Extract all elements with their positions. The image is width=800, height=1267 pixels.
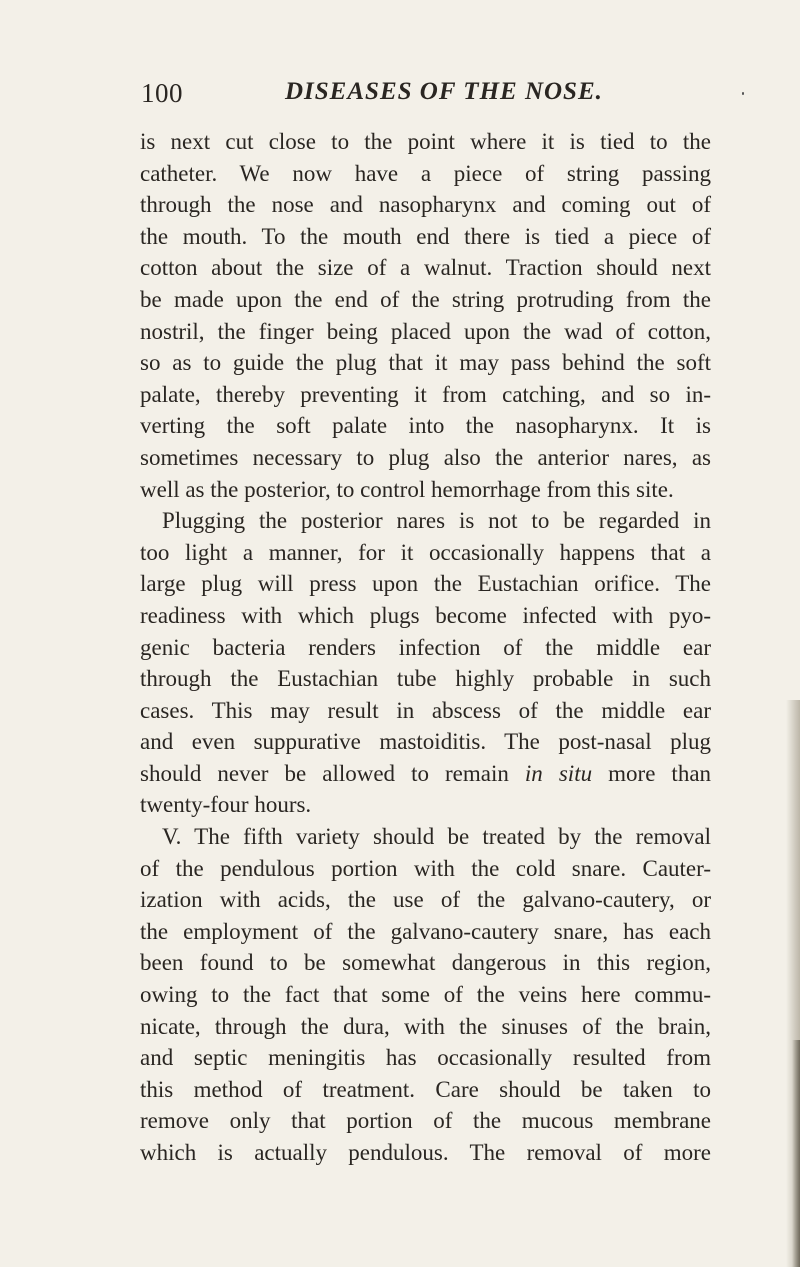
page-number: 100: [141, 78, 183, 108]
text-line: ization with acids, the use of the galvano-cautery, or: [140, 887, 711, 913]
text-line: twenty-four hours.: [140, 792, 312, 818]
ink-speck: [742, 92, 744, 95]
text-line: this method of treatment. Care should be taken to: [140, 1076, 711, 1102]
text-line: through the nose and nasopharynx and coming out of: [140, 192, 711, 218]
italic-phrase: in situ: [524, 760, 593, 786]
text-line: palate, thereby preventing it from catching, and so in-: [140, 381, 711, 407]
text-line: and even suppurative mastoiditis. The post-nasal plug: [140, 729, 711, 755]
text-line: readiness with which plugs become infected with pyo-: [140, 602, 711, 628]
text-line: so as to guide the plug that it may pass behind the soft: [140, 350, 711, 376]
text-line: large plug will press upon the Eustachian orifice. The: [140, 571, 711, 597]
text-line: catheter. We now have a piece of string passing: [140, 160, 711, 186]
text-line: verting the soft palate into the nasopharynx. It is: [140, 413, 711, 439]
running-head: [0, 78, 800, 114]
text-line: sometimes necessary to plug also the anterior nares, as: [140, 444, 711, 470]
text-line-with-italic: [140, 758, 711, 790]
text-line: the employment of the galvano-cautery snare, has each: [140, 918, 711, 944]
text-line: cotton about the size of a walnut. Traction should next: [140, 255, 711, 281]
page-edge-shadow-dark: [792, 1040, 800, 1267]
paragraph-start-line: V. The fifth variety should be treated by the removal: [162, 824, 711, 850]
text-line: cases. This may result in abscess of the middle ear: [140, 697, 711, 723]
paragraph-start-line: Plugging the posterior nares is not to be regarded in: [162, 508, 711, 534]
running-title: DISEASES OF THE NOSE.: [285, 78, 603, 105]
text-line: is next cut close to the point where it is tied to the: [140, 129, 711, 154]
text-line: genic bacteria renders infection of the middle ear: [140, 634, 711, 660]
text-line: nicate, through the dura, with the sinuses of the brain,: [140, 1013, 711, 1039]
text-line: well as the posterior, to control hemorrhage from this site.: [140, 476, 674, 502]
text-segment: more than: [608, 760, 712, 786]
text-line: nostril, the finger being placed upon the wad of cotton,: [140, 318, 711, 344]
text-line: too light a manner, for it occasionally happens that a: [140, 539, 711, 565]
text-line: be made upon the end of the string protruding from the: [140, 286, 711, 312]
text-line: through the Eustachian tube highly probable in such: [140, 666, 711, 692]
text-line: of the pendulous portion with the cold snare. Cauter-: [140, 855, 711, 881]
text-line: which is actually pendulous. The removal of more: [140, 1140, 711, 1165]
text-line: remove only that portion of the mucous membrane: [140, 1108, 711, 1134]
text-line: been found to be somewhat dangerous in this region,: [140, 950, 711, 976]
text-line: owing to the fact that some of the veins here commu-: [140, 982, 711, 1008]
text-segment: should never be allowed to remain: [140, 760, 509, 786]
text-line: and septic meningitis has occasionally resulted from: [140, 1045, 711, 1071]
text-line: the mouth. To the mouth end there is tied a piece of: [140, 223, 711, 249]
body-text: [140, 126, 711, 1169]
